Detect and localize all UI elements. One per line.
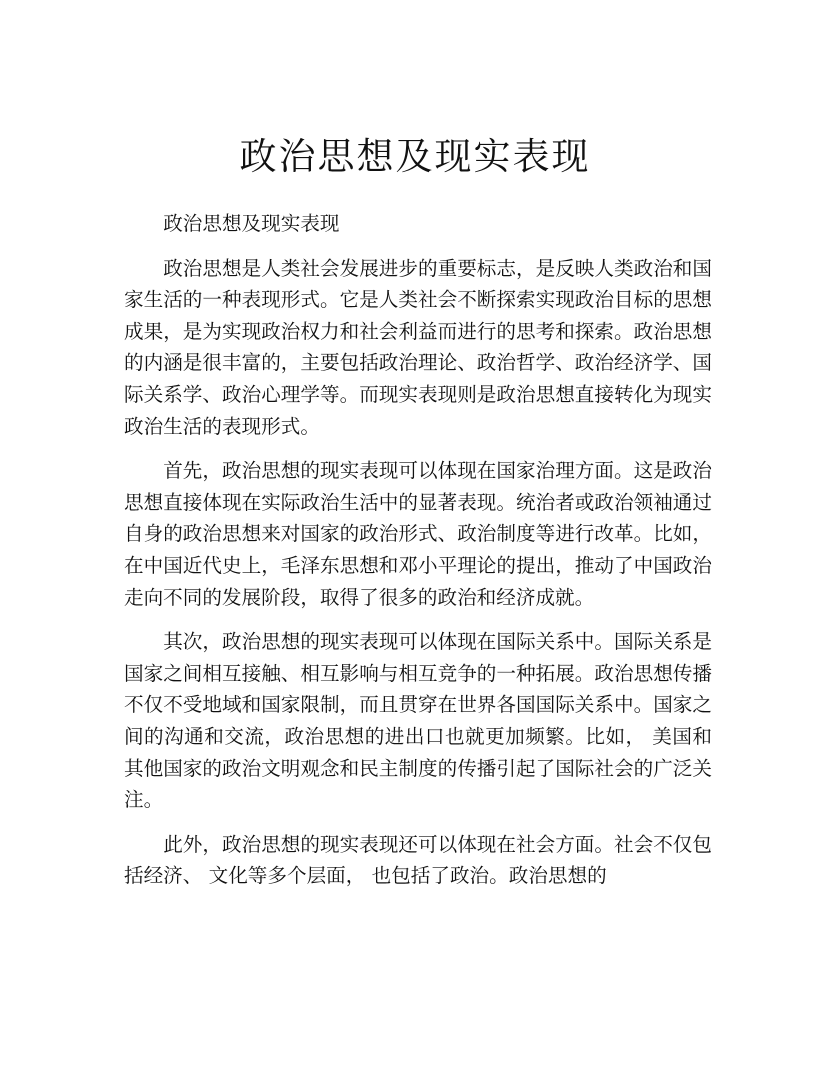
document-title: 政治思想及现实表现 <box>239 135 591 178</box>
body-paragraph: 政治思想是人类社会发展进步的重要标志，是反映人类政治和国家生活的一种表现形式。它是人类社会不断探索实现政治目标的思想成果，是为实现政治权力和社会利益而进行的思考和探索。政治思想的内涵是很丰富的，主要包括政治理论、政治哲学、政治经济学、国际关系学、政治心理学等。而现实表现则是政治思想直接转化为现实政治生活的表现形式。 <box>124 256 712 438</box>
body-paragraph: 其次，政治思想的现实表现可以体现在国际关系中。国际关系是国家之间相互接触、相互影响与相互竞争的一种拓展。政治思想传播不仅不受地域和国家限制，而且贯穿在世界各国国际关系中。国家之间的沟通和交流，政治思想的进出口也就更加频繁。比如， 美国和其他国家的政治文明观念和民主制度的传播引起了国际社会的广泛关注。 <box>124 630 712 812</box>
subtitle-paragraph: 政治思想及现实表现 <box>163 212 340 235</box>
body-paragraph: 此外，政治思想的现实表现还可以体现在社会方面。社会不仅包括经济、 文化等多个层面， 也包括了政治。政治思想的 <box>124 832 712 888</box>
document-body <box>124 208 712 905</box>
body-paragraph: 首先，政治思想的现实表现可以体现在国家治理方面。这是政治思想直接体现在实际政治生活中的显著表现。统治者或政治领袖通过自身的政治思想来对国家的政治形式、政治制度等进行改革。比如，在中国近代史上，毛泽东思想和邓小平理论的提出，推动了中国政治走向不同的发展阶段，取得了很多的政治和经济成就。 <box>124 459 712 609</box>
